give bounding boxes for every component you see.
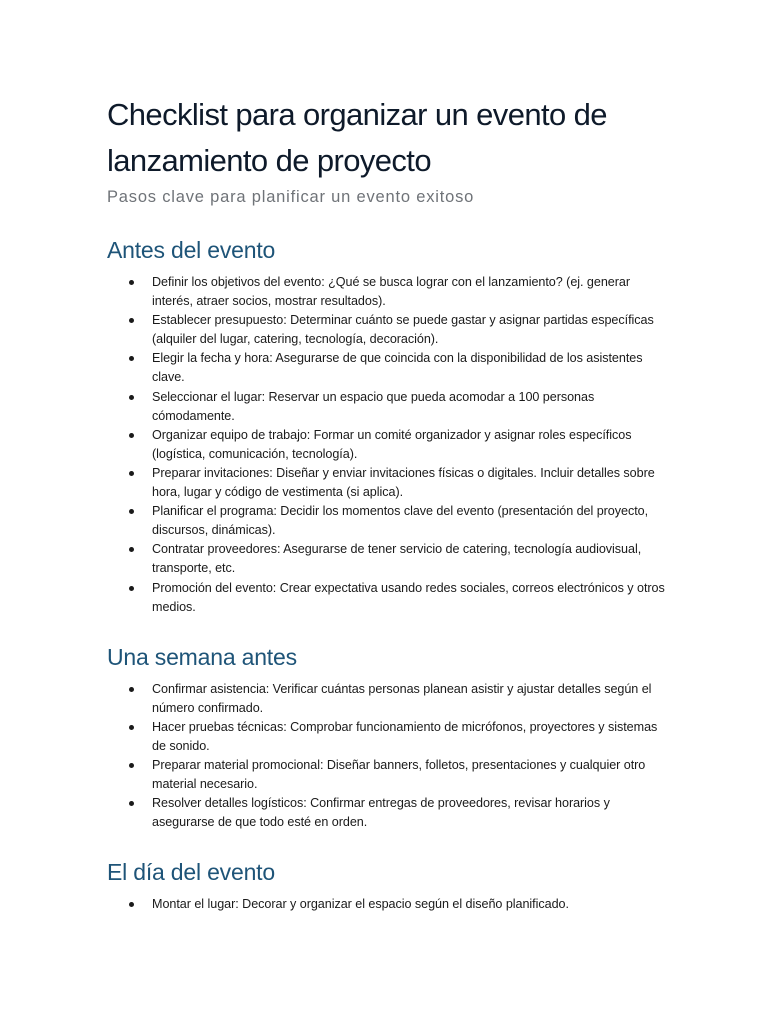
- list-item-text: Promoción del evento: Crear expectativa usando redes sociales, correos electrónicos y otros medios.: [152, 580, 665, 614]
- section-heading-antes: Antes del evento: [107, 237, 276, 263]
- list-item: [107, 273, 667, 311]
- checklist-dia: [107, 895, 667, 914]
- list-item: [107, 579, 667, 617]
- bullet-icon: [129, 280, 134, 285]
- section-heading-semana: Una semana antes: [107, 643, 297, 670]
- bullet-icon: [129, 356, 134, 361]
- checklist-antes: [107, 273, 667, 617]
- list-item-text: Contratar proveedores: Asegurarse de tener servicio de catering, tecnología audiovisual, transporte, etc.: [152, 542, 642, 576]
- bullet-icon: [129, 318, 134, 323]
- bullet-icon: [129, 395, 134, 400]
- list-item-text: Definir los objetivos del evento: ¿Qué se busca lograr con el lanzamiento? (ej. generar interés, atraer socios, mostrar resultados).: [152, 275, 630, 309]
- list-item-text: Preparar material promocional: Diseñar banners, folletos, presentaciones y cualquier otro material necesario.: [152, 758, 646, 792]
- bullet-icon: [129, 763, 134, 768]
- list-item-text: Organizar equipo de trabajo: Formar un comité organizador y asignar roles específicos (logística, comunicación, tecnología).: [152, 427, 632, 461]
- list-item-text: Resolver detalles logísticos: Confirmar entregas de proveedores, revisar horarios y asegurarse de que todo esté en orden.: [152, 796, 610, 830]
- list-item: [107, 426, 667, 464]
- checklist-semana: [107, 680, 667, 833]
- list-item-text: Seleccionar el lugar: Reservar un espacio que pueda acomodar a 100 personas cómodamente.: [152, 389, 595, 423]
- bullet-icon: [129, 509, 134, 514]
- list-item: [107, 388, 667, 426]
- bullet-icon: [129, 547, 134, 552]
- document-subtitle: Pasos clave para planificar un evento exitoso: [107, 188, 475, 206]
- list-item-text: Montar el lugar: Decorar y organizar el espacio según el diseño planificado.: [152, 897, 569, 912]
- list-item: [107, 895, 667, 914]
- list-item-text: Establecer presupuesto: Determinar cuánto se puede gastar y asignar partidas específicas (alquiler del lugar, catering, tecnología, decoración).: [152, 313, 654, 347]
- list-item-text: Preparar invitaciones: Diseñar y enviar invitaciones físicas o digitales. Incluir detalles sobre hora, lugar y código de vestimenta (si aplica).: [152, 465, 655, 500]
- bullet-icon: [129, 586, 134, 591]
- document-page: [107, 92, 667, 915]
- list-item-text: Elegir la fecha y hora: Asegurarse de que coincida con la disponibilidad de los asistentes clave.: [152, 351, 643, 385]
- bullet-icon: [129, 471, 134, 476]
- list-item-text: Planificar el programa: Decidir los momentos clave del evento (presentación del proyecto, discursos, dinámicas).: [152, 504, 649, 538]
- bullet-icon: [129, 725, 134, 730]
- document-title: Checklist para organizar un evento de lanzamiento de proyecto: [107, 97, 607, 178]
- list-item: [107, 756, 667, 794]
- bullet-icon: [129, 433, 134, 438]
- list-item: [107, 349, 667, 387]
- list-item: [107, 502, 667, 540]
- bullet-icon: [129, 902, 134, 907]
- list-item: [107, 794, 667, 832]
- list-item-text: Hacer pruebas técnicas: Comprobar funcionamiento de micrófonos, proyectores y sistemas de sonido.: [152, 719, 658, 753]
- bullet-icon: [129, 687, 134, 692]
- list-item: [107, 464, 667, 502]
- list-item-text: Confirmar asistencia: Verificar cuántas personas planean asistir y ajustar detalles según el número confirmado.: [152, 681, 652, 715]
- list-item: [107, 311, 667, 349]
- list-item: [107, 718, 667, 756]
- list-item: [107, 680, 667, 718]
- list-item: [107, 540, 667, 578]
- section-heading-dia: El día del evento: [107, 859, 275, 886]
- bullet-icon: [129, 801, 134, 806]
